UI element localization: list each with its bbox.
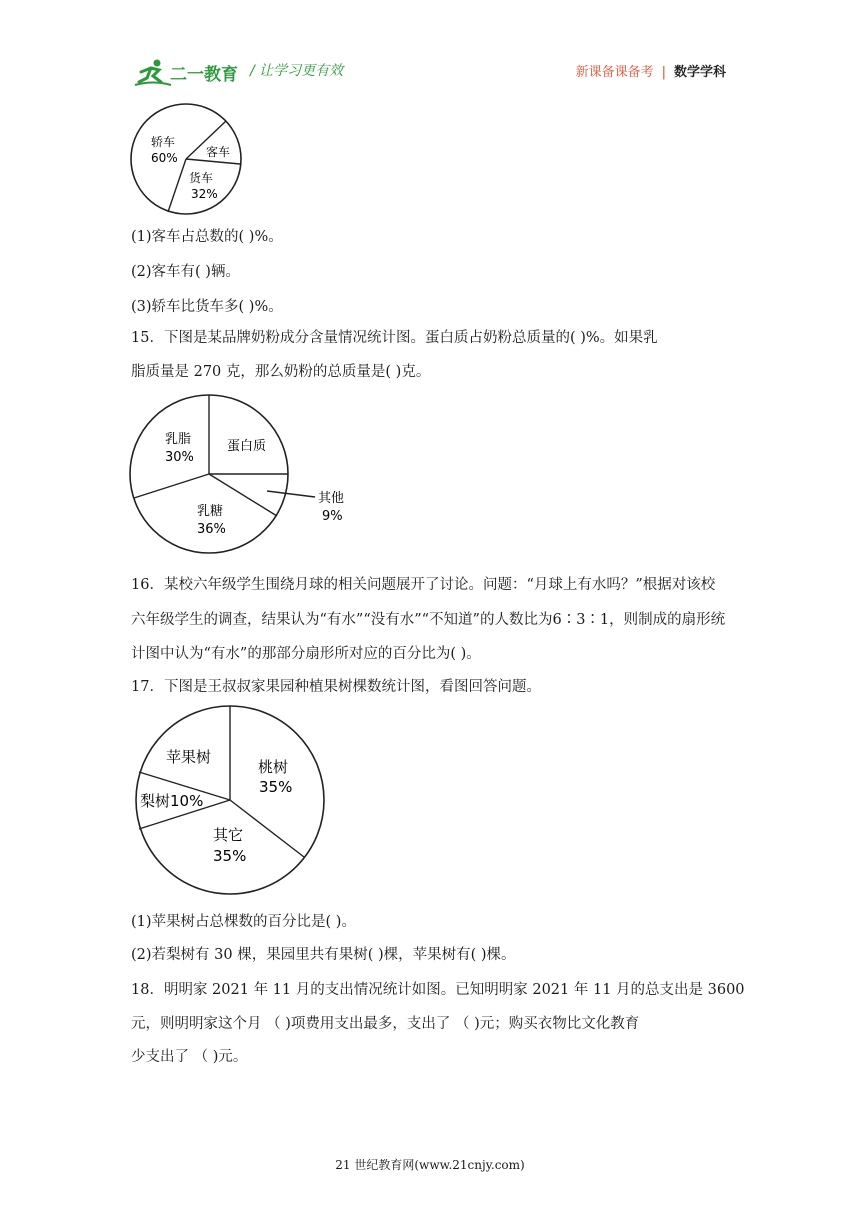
q17-sub2: (2)若梨树有 30 棵，果园里共有果树( )棵，苹果树有( )棵。: [131, 947, 516, 963]
q16-text-line1: 16．某校六年级学生围绕月球的相关问题展开了讨论。问题：“月球上有水吗？”根据对该校: [131, 577, 716, 593]
other-trees-label: 其它: [213, 826, 244, 844]
q16-text-line2: 六年级学生的调查，结果认为“有水”“没有水”“不知道”的人数比为6∶3∶1，则制成的扇形统: [131, 612, 726, 628]
q14-sub1: (1)客车占总数的( )%。: [131, 229, 283, 245]
lactose-value: 36%: [197, 522, 226, 537]
brand-logo-text: 二一教育: [170, 65, 238, 85]
truck-value: 32%: [191, 187, 218, 201]
lactose-label: 乳糖: [197, 504, 224, 519]
q15-text-line1: 15．下图是某品牌奶粉成分含量情况统计图。蛋白质占奶粉总质量的( )%。如果乳: [131, 330, 658, 346]
truck-label: 货车: [189, 171, 214, 185]
runner-logo-icon: [133, 58, 173, 88]
brand-slogan: / 让学习更有效: [250, 63, 344, 79]
sedan-value: 60%: [151, 151, 178, 165]
other-label: 其他: [318, 491, 345, 506]
vehicle-pie-chart: [125, 100, 255, 220]
q18-text-line1: 18．明明家 2021 年 11 月的支出情况统计如图。已知明明家 2021 年 11 月的总支出是 3600: [131, 982, 745, 998]
q14-sub3: (3)轿车比货车多( )%。: [131, 299, 283, 315]
header-separator: |: [661, 65, 666, 80]
orchard-pie-chart: [125, 700, 335, 900]
apple-label: 苹果树: [166, 748, 212, 766]
header-subject: 数学学科: [673, 65, 726, 80]
fat-value: 30%: [165, 450, 194, 465]
q16-text-line3: 计图中认为“有水”的那部分扇形所对应的百分比为( )。: [131, 646, 481, 662]
q14-sub2: (2)客车有( )辆。: [131, 264, 240, 280]
other-trees-value: 35%: [213, 847, 247, 865]
page-footer: 21 世纪教育网(www.21cnjy.com): [335, 1158, 525, 1172]
q17-text: 17．下图是王叔叔家果园种植果树棵数统计图，看图回答问题。: [131, 679, 541, 695]
q18-text-line2: 元，则明明家这个月 （ )项费用支出最多，支出了 （ )元；购买衣物比文化教育: [131, 1016, 640, 1032]
peach-value: 35%: [259, 778, 293, 796]
header-right: [576, 61, 726, 80]
header-course-label: 新课备课备考: [575, 65, 654, 80]
page-header: [0, 0, 860, 100]
peach-label: 桃树: [258, 758, 289, 776]
bus-label: 客车: [206, 145, 231, 159]
q18-text-line3: 少支出了 （ )元。: [131, 1049, 248, 1065]
protein-label: 蛋白质: [227, 439, 267, 454]
fat-label: 乳脂: [165, 432, 192, 447]
milk-powder-pie-chart: [125, 390, 365, 560]
q17-sub1: (1)苹果树占总棵数的百分比是( )。: [131, 914, 356, 930]
other-value: 9%: [322, 509, 343, 524]
pear-label: 梨树10%: [140, 792, 204, 810]
sedan-label: 轿车: [151, 135, 176, 149]
q15-text-line2: 脂质量是 270 克，那么奶粉的总质量是( )克。: [131, 364, 431, 380]
